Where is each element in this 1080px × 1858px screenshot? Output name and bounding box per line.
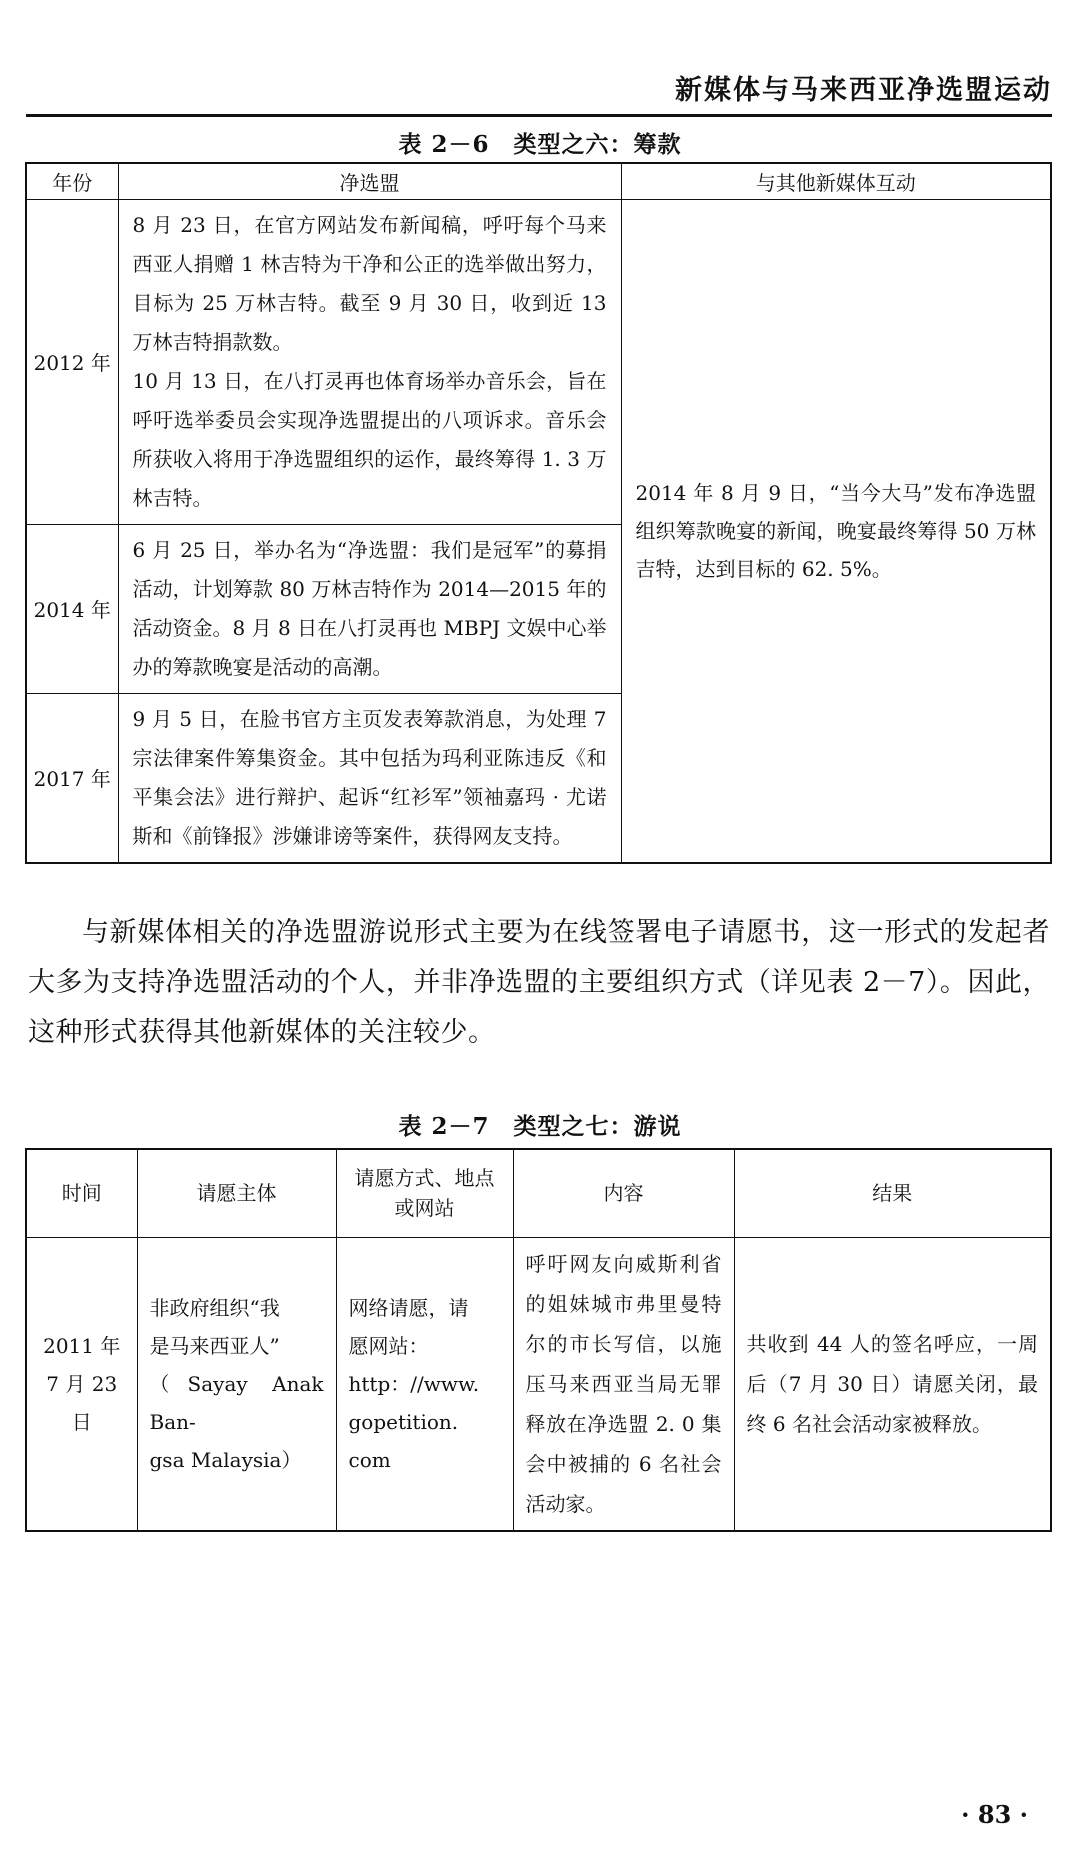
cell-paragraph: 9 月 5 日，在脸书官方主页发表筹款消息，为处理 7 宗法律案件筹集资金。其中包括为玛利亚陈违反《和平集会法》进行辩护、起诉“红衫军”领袖嘉玛 · 尤诺斯和《前锋报》涉嫌诽谤等案件，获得网友支持。 xyxy=(132,706,607,848)
bersih-cell xyxy=(118,199,621,524)
col-header-interaction: 与其他新媒体互动 xyxy=(621,163,1051,199)
subject-cell xyxy=(137,1237,336,1531)
table-2-7-caption: 表 2－7 类型之七：游说 xyxy=(398,1113,682,1140)
method-line: 愿网站： xyxy=(348,1333,429,1358)
year-cell: 2017 年 xyxy=(26,693,118,863)
method-cell xyxy=(336,1237,513,1531)
date-line: 2011 年 xyxy=(43,1333,121,1358)
date-line: 7 月 23 日 xyxy=(46,1371,118,1434)
date-cell xyxy=(26,1237,137,1531)
subject-line: gsa Malaysia） xyxy=(149,1447,302,1472)
col-header-year: 年份 xyxy=(26,163,118,199)
body-paragraph: 与新媒体相关的净选盟游说形式主要为在线签署电子请愿书，这一形式的发起者大多为支持净选盟活动的个人，并非净选盟的主要组织方式（详见表 2－7）。因此，这种形式获得其他新媒体的关注较少。 xyxy=(28,917,1050,1048)
table-header-row xyxy=(26,163,1051,199)
table-row xyxy=(26,199,1051,524)
cell-paragraph: 8 月 23 日，在官方网站发布新闻稿，呼吁每个马来西亚人捐赠 1 林吉特为干净和公正的选举做出努力，目标为 25 万林吉特。截至 9 月 30 日，收到近 13 万林吉特捐款数。 xyxy=(132,212,607,354)
table-2-6-caption: 表 2－6 类型之六：筹款 xyxy=(398,131,682,158)
bersih-cell xyxy=(118,693,621,863)
running-title: 新媒体与马来西亚净选盟运动 xyxy=(675,75,1052,106)
running-header xyxy=(26,62,1052,117)
year-cell: 2014 年 xyxy=(26,524,118,693)
col-header-time: 时间 xyxy=(26,1149,137,1237)
method-line: 网络请愿，请 xyxy=(348,1295,469,1320)
result-cell: 共收到 44 人的签名呼应，一周后（7 月 30 日）请愿关闭，最终 6 名社会活动家被释放。 xyxy=(734,1237,1051,1531)
table-row xyxy=(26,1237,1051,1531)
table-2-7 xyxy=(25,1148,1052,1532)
content-cell: 呼吁网友向威斯利省的姐妹城市弗里曼特尔的市长写信，以施压马来西亚当局无罪释放在净选盟 2. 0 集会中被捕的 6 名社会活动家。 xyxy=(513,1237,734,1531)
interaction-cell: 2014 年 8 月 9 日，“当今大马”发布净选盟组织筹款晚宴的新闻，晚宴最终筹得 50 万林吉特，达到目标的 62. 5%。 xyxy=(621,199,1051,863)
col-header-subject: 请愿主体 xyxy=(137,1149,336,1237)
table-2-6 xyxy=(25,162,1052,864)
subject-line: 是马来西亚人” xyxy=(149,1333,280,1358)
bersih-cell xyxy=(118,524,621,693)
cell-paragraph: 6 月 25 日，举办名为“净选盟：我们是冠军”的募捐活动，计划筹款 80 万林吉特作为 2014—2015 年的活动资金。8 月 8 日在八打灵再也 MBPJ 文娱中心举办的筹款晚宴是活动的高潮。 xyxy=(132,537,607,679)
method-line: gopetition. com xyxy=(348,1409,459,1472)
col-header-method: 请愿方式、地点或网站 xyxy=(336,1149,513,1237)
col-header-bersih: 净选盟 xyxy=(118,163,621,199)
subject-line: （Sayay Anak Ban- xyxy=(149,1371,324,1434)
year-cell: 2012 年 xyxy=(26,199,118,524)
page-number: · 83 · xyxy=(961,1800,1028,1829)
method-line: http：//www. xyxy=(348,1371,480,1396)
cell-paragraph: 10 月 13 日，在八打灵再也体育场举办音乐会，旨在呼吁选举委员会实现净选盟提出的八项诉求。音乐会所获收入将用于净选盟组织的运作，最终筹得 1. 3 万林吉特。 xyxy=(132,368,607,510)
col-header-result: 结果 xyxy=(734,1149,1051,1237)
table-header-row xyxy=(26,1149,1051,1237)
subject-line: 非政府组织“我 xyxy=(149,1295,280,1320)
col-header-content: 内容 xyxy=(513,1149,734,1237)
